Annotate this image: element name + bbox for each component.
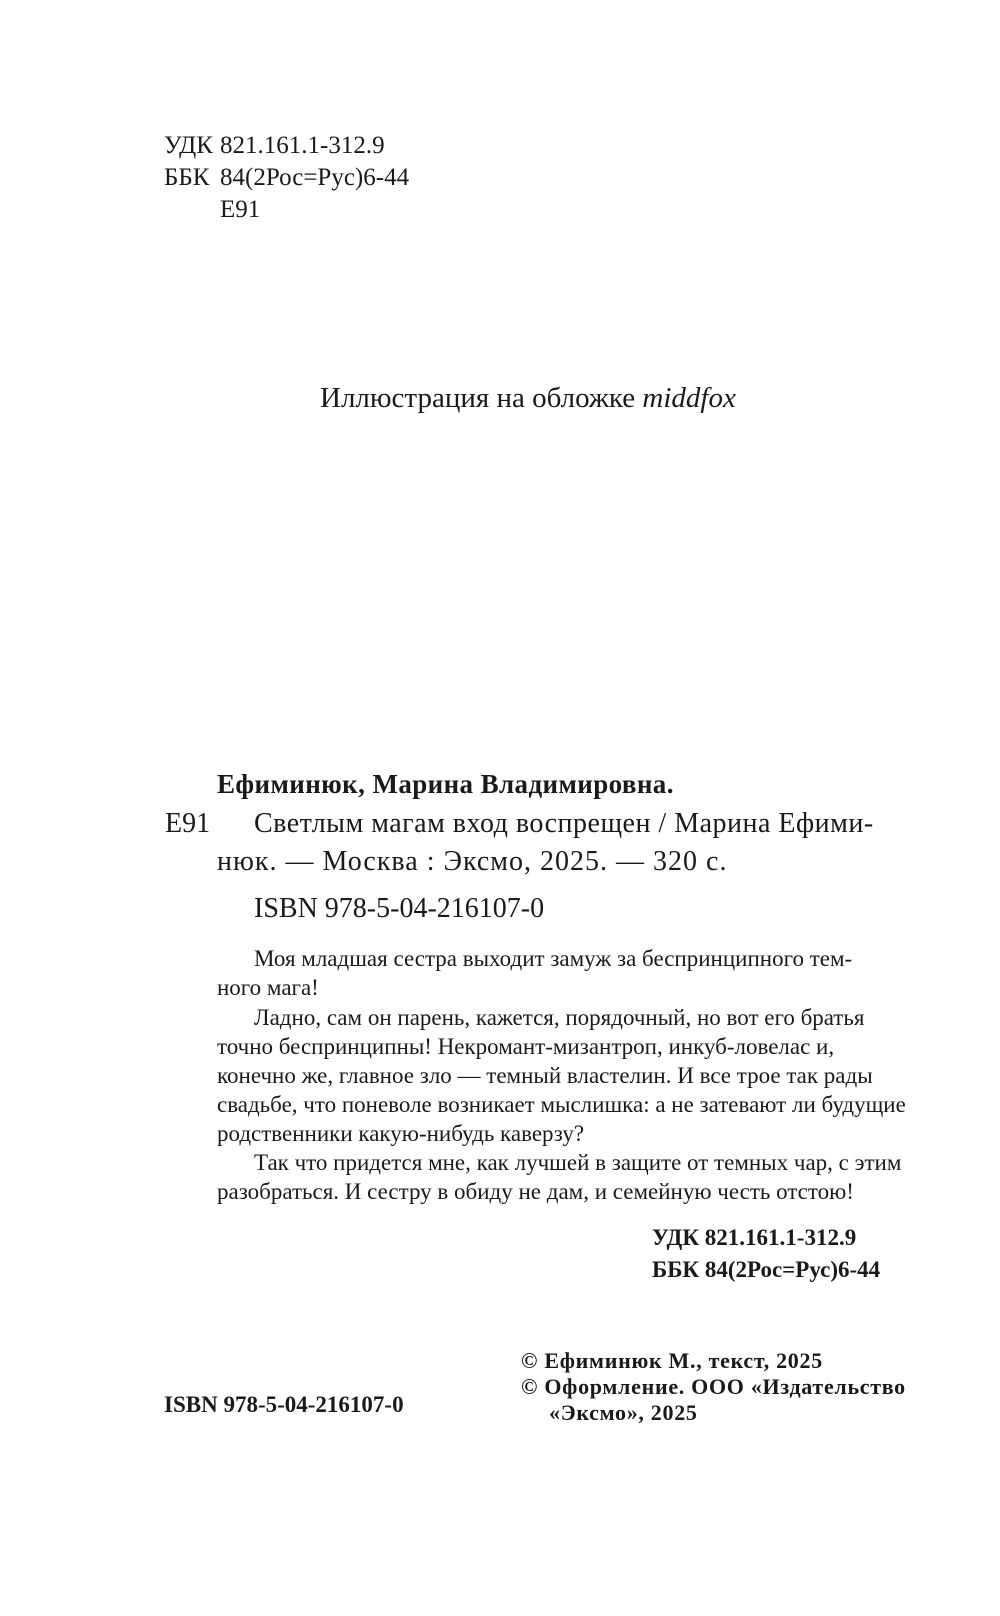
bbk-label: ББК — [164, 164, 210, 191]
annotation-line-6: свадьбе, что поневоле возникает мыслишка: а не затевают ли будущие — [217, 1092, 906, 1117]
top-udk-line — [164, 131, 385, 161]
copyright-line-3: «Эксмо», 2025 — [549, 1400, 698, 1425]
catalog-author-mark: Е91 — [165, 808, 211, 839]
annotation-line-9: разобраться. И сестру в обиду не дам, и семейную честь отстою! — [217, 1179, 854, 1204]
catalog-isbn: ISBN 978-5-04-216107-0 — [254, 893, 545, 924]
bottom-udk: УДК 821.161.1-312.9 — [652, 1225, 857, 1250]
annotation-line-1: Моя младшая сестра выходит замуж за беспринципного тем- — [254, 946, 853, 971]
bbk-value: 84(2Рос=Рус)6-44 — [220, 164, 410, 191]
udk-value: 821.161.1-312.9 — [220, 132, 385, 159]
isbn-bottom: ISBN 978-5-04-216107-0 — [164, 1392, 404, 1417]
annotation-line-8: Так что придется мне, как лучшей в защите от темных чар, с этим — [254, 1150, 902, 1175]
annotation-line-2: ного мага! — [217, 975, 319, 1000]
illustration-prefix: Иллюстрация на обложке — [320, 382, 636, 414]
annotation-line-3: Ладно, сам он парень, кажется, порядочный, но вот его братья — [254, 1005, 865, 1030]
top-author-mark: Е91 — [220, 196, 261, 223]
catalog-title-line-2: нюк. — Москва : Эксмо, 2025. — 320 с. — [217, 846, 728, 877]
catalog-author-heading: Ефиминюк, Марина Владимировна. — [217, 769, 674, 799]
top-bbk-line — [164, 163, 409, 193]
catalog-title-line-1: Светлым магам вход воспрещен / Марина Ефими- — [254, 808, 874, 839]
annotation-line-5: конечно же, главное зло — темный властелин. И все трое так рады — [217, 1063, 873, 1088]
copyright-line-1: © Ефиминюк М., текст, 2025 — [521, 1348, 823, 1373]
annotation-line-7: родственники какую-нибудь каверзу? — [217, 1121, 585, 1146]
illustration-artist: middfox — [642, 382, 736, 414]
bottom-bbk: ББК 84(2Рос=Рус)6-44 — [652, 1257, 881, 1282]
annotation-line-4: точно беспринципны! Некромант-мизантроп, инкуб-ловелас и, — [217, 1034, 835, 1059]
copyright-line-2: © Оформление. ООО «Издательство — [521, 1374, 906, 1399]
illustration-credit — [320, 382, 736, 415]
udk-label: УДК — [164, 132, 213, 159]
